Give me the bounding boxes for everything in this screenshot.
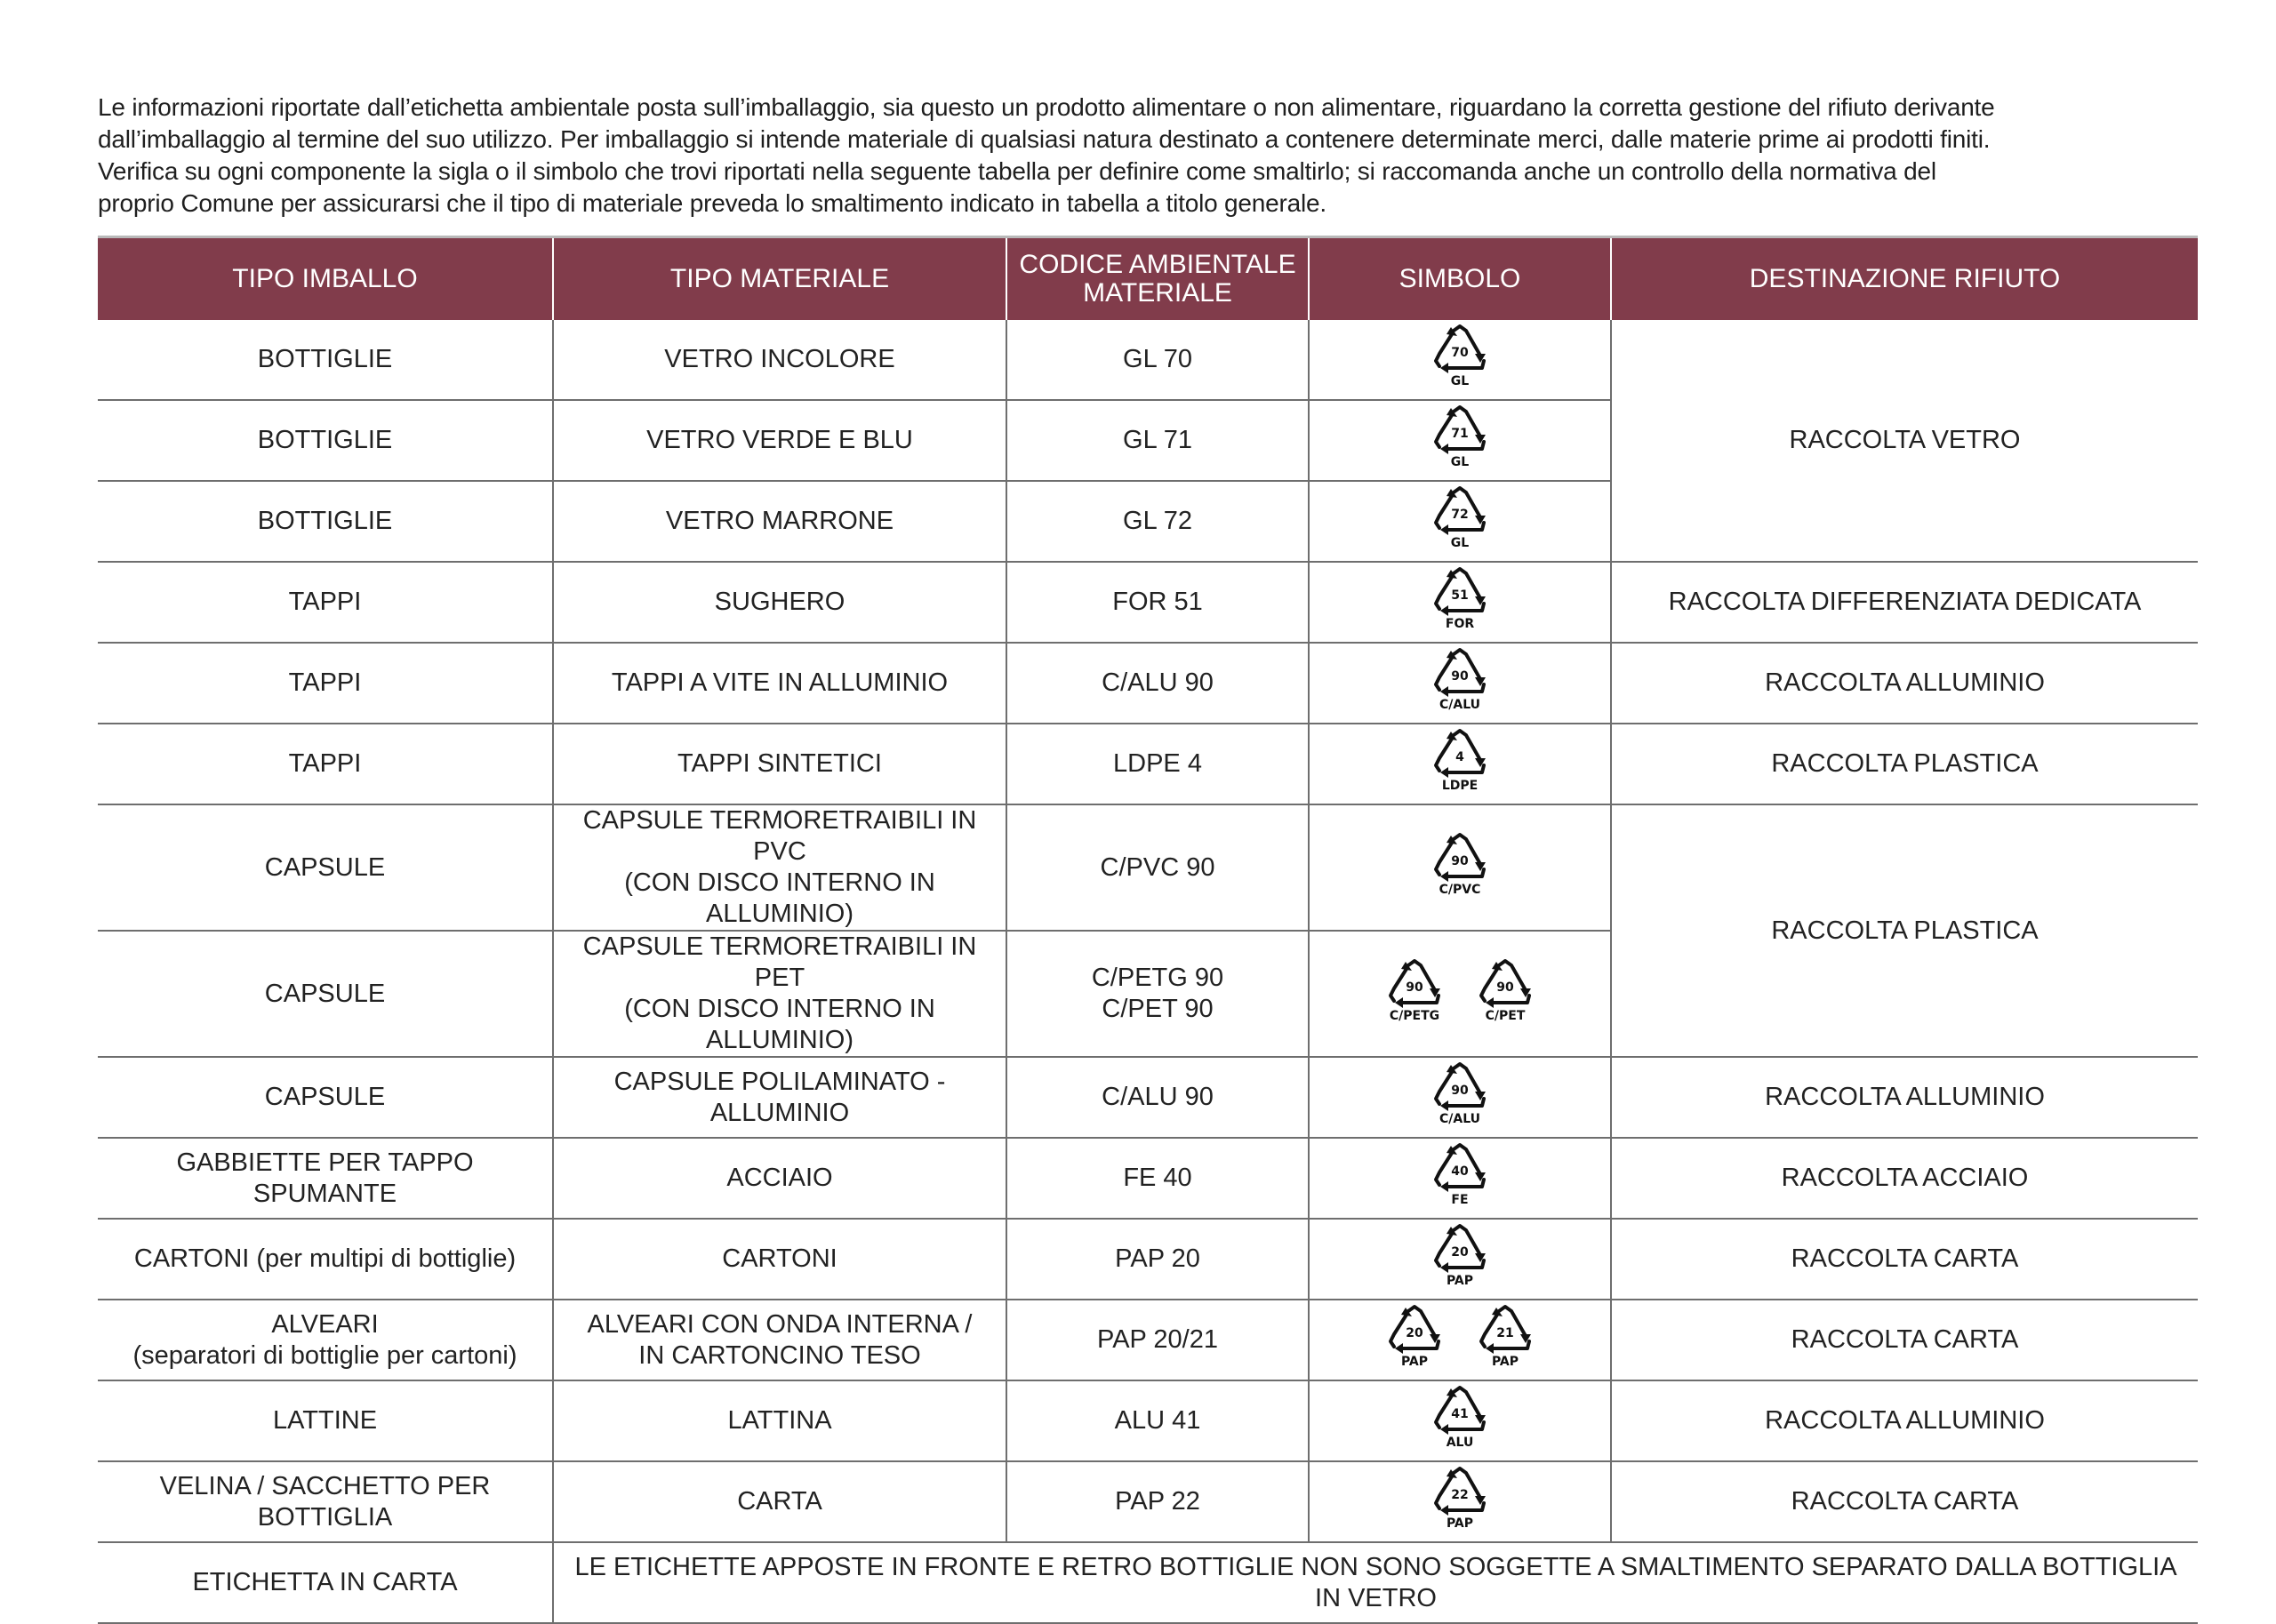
cell-tipo-imballo bbox=[98, 562, 553, 643]
cell-tipo-imballo bbox=[98, 1380, 553, 1461]
symbol-group bbox=[1431, 1466, 1489, 1530]
cell-text: CARTONI bbox=[722, 1244, 837, 1273]
cell-text: VETRO INCOLORE bbox=[664, 345, 895, 373]
recycling-triangle-icon bbox=[1431, 832, 1489, 896]
symbol-group bbox=[1385, 1304, 1535, 1368]
cell-tipo-imballo bbox=[98, 1300, 553, 1380]
cell-simbolo bbox=[1309, 1219, 1611, 1300]
cell-tipo-imballo bbox=[98, 643, 553, 724]
cell-text: GL 71 bbox=[1123, 426, 1192, 454]
intro-paragraph bbox=[98, 92, 2196, 220]
symbol-number: 90 bbox=[1451, 1084, 1469, 1098]
symbol-number: 71 bbox=[1451, 427, 1469, 441]
cell-text: ALVEARI CON ONDA INTERNA / bbox=[587, 1309, 973, 1339]
table-row bbox=[98, 1380, 2198, 1461]
cell-text: TAPPI bbox=[288, 588, 362, 616]
symbol-code: C/PETG bbox=[1389, 1008, 1440, 1022]
symbol-code: PAP bbox=[1446, 1274, 1474, 1287]
recycling-triangle-icon bbox=[1431, 1385, 1489, 1449]
symbol-code: PAP bbox=[1491, 1355, 1519, 1368]
cell-simbolo bbox=[1309, 643, 1611, 724]
cell-tipo-imballo bbox=[98, 1461, 553, 1542]
table-body bbox=[98, 320, 2198, 1623]
cell-destinazione: RACCOLTA ALLUMINIO bbox=[1611, 1380, 2198, 1461]
cell-tipo-imballo bbox=[98, 1138, 553, 1219]
cell-tipo-materiale bbox=[553, 1138, 1006, 1219]
recycling-triangle-icon bbox=[1476, 1304, 1535, 1368]
table-row bbox=[98, 1461, 2198, 1542]
cell-tipo-materiale bbox=[553, 643, 1006, 724]
cell-text: GABBIETTE PER TAPPO SPUMANTE bbox=[176, 1148, 474, 1208]
symbol-number: 72 bbox=[1451, 508, 1469, 522]
cell-destinazione: RACCOLTA ALLUMINIO bbox=[1611, 1057, 2198, 1138]
cell-codice bbox=[1006, 400, 1309, 481]
cell-codice bbox=[1006, 562, 1309, 643]
symbol-group bbox=[1431, 485, 1489, 549]
symbol-code: FE bbox=[1451, 1193, 1469, 1206]
cell-codice bbox=[1006, 724, 1309, 804]
cell-tipo-imballo bbox=[98, 724, 553, 804]
cell-text: C/ALU 90 bbox=[1102, 1083, 1214, 1111]
cell-tipo-materiale bbox=[553, 320, 1006, 400]
symbol-code: GL bbox=[1450, 455, 1470, 468]
cell-simbolo bbox=[1309, 804, 1611, 931]
cell-tipo-imballo bbox=[98, 1542, 553, 1623]
recycling-triangle-icon bbox=[1431, 404, 1489, 468]
cell-text: LATTINA bbox=[727, 1406, 832, 1435]
cell-text: C/PETG 90 bbox=[1091, 964, 1224, 992]
cell-text: ALU 41 bbox=[1114, 1406, 1201, 1435]
symbol-code: PAP bbox=[1400, 1355, 1429, 1368]
cell-codice bbox=[1006, 481, 1309, 562]
cell-text: BOTTIGLIE bbox=[257, 345, 393, 373]
cell-text: CAPSULE TERMORETRAIBILI IN PVC bbox=[582, 806, 977, 866]
cell-text: SUGHERO bbox=[714, 588, 845, 616]
table-header bbox=[98, 237, 2198, 321]
symbol-group bbox=[1431, 566, 1489, 630]
cell-text: ACCIAIO bbox=[726, 1164, 833, 1192]
recycling-triangle-icon bbox=[1431, 728, 1489, 792]
symbol-group bbox=[1431, 404, 1489, 468]
cell-text: PAP 20 bbox=[1115, 1244, 1200, 1273]
cell-tipo-materiale bbox=[553, 562, 1006, 643]
symbol-number: 90 bbox=[1451, 669, 1469, 684]
cell-text: LDPE 4 bbox=[1113, 749, 1202, 778]
cell-simbolo bbox=[1309, 1461, 1611, 1542]
cell-simbolo bbox=[1309, 724, 1611, 804]
cell-tipo-materiale bbox=[553, 1300, 1006, 1380]
cell-simbolo bbox=[1309, 562, 1611, 643]
intro-line: Le informazioni riportate dall’etichetta ambientale posta sull’imballaggio, sia questo un prodotto alimentare o non alimentare, riguardano la corretta gestione del rifiuto derivante bbox=[98, 93, 1995, 121]
header-tipo-materiale: TIPO MATERIALE bbox=[553, 237, 1006, 321]
recycling-triangle-icon bbox=[1431, 1061, 1489, 1125]
cell-text: ETICHETTA IN CARTA bbox=[192, 1568, 458, 1596]
cell-text: CARTONI (per multipi di bottiglie) bbox=[133, 1244, 517, 1273]
cell-text: ALVEARI bbox=[271, 1309, 379, 1339]
cell-text: PAP 20/21 bbox=[1097, 1325, 1218, 1354]
cell-destinazione: RACCOLTA DIFFERENZIATA DEDICATA bbox=[1611, 562, 2198, 643]
cell-tipo-materiale bbox=[553, 1461, 1006, 1542]
symbol-number: 41 bbox=[1451, 1407, 1469, 1421]
symbol-group bbox=[1431, 1142, 1489, 1206]
recycling-triangle-icon bbox=[1476, 958, 1535, 1022]
cell-text: C/PVC 90 bbox=[1100, 852, 1215, 882]
symbol-code: FOR bbox=[1445, 617, 1475, 630]
table-row bbox=[98, 724, 2198, 804]
cell-tipo-materiale bbox=[553, 1219, 1006, 1300]
recycling-triangle-icon bbox=[1431, 1223, 1489, 1287]
cell-tipo-materiale bbox=[553, 804, 1006, 931]
recycling-triangle-icon bbox=[1431, 1466, 1489, 1530]
table-row bbox=[98, 1542, 2198, 1623]
cell-simbolo bbox=[1309, 320, 1611, 400]
cell-simbolo bbox=[1309, 931, 1611, 1057]
table-row bbox=[98, 320, 2198, 400]
intro-line: Verifica su ogni componente la sigla o il simbolo che trovi riportati nella seguente tabella per definire come smaltirlo; si raccomanda anche un controllo della normativa del bbox=[98, 157, 1936, 185]
cell-tipo-materiale bbox=[553, 724, 1006, 804]
symbol-group bbox=[1431, 1385, 1489, 1449]
recycling-triangle-icon bbox=[1431, 566, 1489, 630]
table-row bbox=[98, 1219, 2198, 1300]
cell-text: (separatori di bottiglie per cartoni) bbox=[132, 1340, 517, 1370]
cell-text: BOTTIGLIE bbox=[257, 426, 393, 454]
cell-destinazione: RACCOLTA CARTA bbox=[1611, 1300, 2198, 1380]
symbol-group bbox=[1431, 1223, 1489, 1287]
cell-codice bbox=[1006, 931, 1309, 1057]
cell-text: VETRO MARRONE bbox=[665, 507, 894, 535]
symbol-code: C/ALU bbox=[1439, 1112, 1481, 1125]
cell-codice bbox=[1006, 320, 1309, 400]
intro-line: dall’imballaggio al termine del suo utilizzo. Per imballaggio si intende materiale di qualsiasi natura destinato a contenere determinate merci, dalle materie prime ai prodotti finiti. bbox=[98, 125, 1991, 153]
cell-destinazione: RACCOLTA PLASTICA bbox=[1611, 724, 2198, 804]
cell-tipo-materiale bbox=[553, 481, 1006, 562]
symbol-code: C/PET bbox=[1485, 1008, 1526, 1022]
cell-codice bbox=[1006, 1219, 1309, 1300]
symbol-group bbox=[1431, 647, 1489, 711]
cell-text: BOTTIGLIE bbox=[257, 507, 393, 535]
cell-tipo-imballo bbox=[98, 320, 553, 400]
cell-text: C/ALU 90 bbox=[1102, 668, 1214, 697]
cell-simbolo bbox=[1309, 400, 1611, 481]
symbol-number: 20 bbox=[1406, 1326, 1423, 1340]
recycling-triangle-icon bbox=[1385, 958, 1444, 1022]
cell-text: VELINA / SACCHETTO PER BOTTIGLIA bbox=[159, 1471, 491, 1532]
recycling-triangle-icon bbox=[1431, 647, 1489, 711]
cell-text: LATTINE bbox=[272, 1406, 378, 1435]
table-row bbox=[98, 1300, 2198, 1380]
cell-simbolo bbox=[1309, 1300, 1611, 1380]
symbol-code: ALU bbox=[1446, 1436, 1474, 1449]
cell-text: CAPSULE POLILAMINATO - ALLUMINIO bbox=[613, 1067, 946, 1127]
cell-simbolo bbox=[1309, 1057, 1611, 1138]
cell-text: TAPPI bbox=[288, 749, 362, 778]
cell-text: CAPSULE TERMORETRAIBILI IN PET bbox=[582, 932, 977, 992]
header-codice-line: CODICE AMBIENTALE bbox=[1019, 250, 1296, 279]
symbol-number: 20 bbox=[1451, 1245, 1469, 1260]
cell-text: C/PET 90 bbox=[1102, 995, 1214, 1023]
cell-text: CAPSULE bbox=[264, 852, 386, 882]
symbol-number: 51 bbox=[1451, 588, 1469, 603]
symbol-number: 70 bbox=[1451, 346, 1469, 360]
cell-tipo-imballo bbox=[98, 931, 553, 1057]
cell-tipo-materiale bbox=[553, 1380, 1006, 1461]
cell-simbolo bbox=[1309, 1380, 1611, 1461]
symbol-code: PAP bbox=[1446, 1516, 1474, 1530]
cell-codice bbox=[1006, 1300, 1309, 1380]
cell-destinazione: RACCOLTA PLASTICA bbox=[1611, 804, 2198, 1057]
cell-codice bbox=[1006, 1057, 1309, 1138]
cell-text: TAPPI A VITE IN ALLUMINIO bbox=[611, 668, 949, 697]
cell-tipo-imballo bbox=[98, 1219, 553, 1300]
cell-tipo-imballo bbox=[98, 481, 553, 562]
cell-codice bbox=[1006, 804, 1309, 931]
cell-text: PAP 22 bbox=[1115, 1487, 1200, 1516]
recycling-triangle-icon bbox=[1431, 485, 1489, 549]
cell-destinazione: RACCOLTA CARTA bbox=[1611, 1219, 2198, 1300]
recycling-triangle-icon bbox=[1431, 324, 1489, 388]
table-row bbox=[98, 1138, 2198, 1219]
symbol-code: LDPE bbox=[1441, 779, 1479, 792]
cell-text: FOR 51 bbox=[1112, 588, 1203, 616]
cell-destinazione: RACCOLTA ALLUMINIO bbox=[1611, 643, 2198, 724]
cell-text: FE 40 bbox=[1123, 1164, 1192, 1192]
symbol-code: GL bbox=[1450, 536, 1470, 549]
cell-text: CARTA bbox=[737, 1487, 822, 1516]
symbol-group bbox=[1385, 958, 1535, 1022]
symbol-number: 90 bbox=[1496, 980, 1514, 995]
symbol-group bbox=[1431, 324, 1489, 388]
cell-codice bbox=[1006, 1461, 1309, 1542]
table-row bbox=[98, 804, 2198, 931]
cell-etichetta-note: LE ETICHETTE APPOSTE IN FRONTE E RETRO BOTTIGLIE NON SONO SOGGETTE A SMALTIMENTO SEPARATO DALLA BOTTIGLIA IN VETRO bbox=[553, 1542, 2198, 1623]
symbol-code: C/PVC bbox=[1439, 882, 1481, 896]
cell-text: VETRO VERDE E BLU bbox=[646, 426, 913, 454]
cell-tipo-materiale bbox=[553, 931, 1006, 1057]
symbol-number: 21 bbox=[1496, 1326, 1514, 1340]
header-destinazione-rifiuto: DESTINAZIONE RIFIUTO bbox=[1611, 237, 2198, 321]
cell-text: GL 70 bbox=[1123, 345, 1192, 373]
recycling-triangle-icon bbox=[1431, 1142, 1489, 1206]
cell-text: IN CARTONCINO TESO bbox=[638, 1340, 921, 1370]
cell-text: (CON DISCO INTERNO IN ALLUMINIO) bbox=[624, 995, 935, 1054]
cell-simbolo bbox=[1309, 481, 1611, 562]
symbol-group bbox=[1431, 728, 1489, 792]
cell-text: CAPSULE bbox=[264, 979, 386, 1008]
header-simbolo: SIMBOLO bbox=[1309, 237, 1611, 321]
cell-codice bbox=[1006, 1380, 1309, 1461]
table-row bbox=[98, 643, 2198, 724]
cell-simbolo bbox=[1309, 1138, 1611, 1219]
cell-destinazione: RACCOLTA VETRO bbox=[1611, 320, 2198, 562]
cell-destinazione: RACCOLTA ACCIAIO bbox=[1611, 1138, 2198, 1219]
symbol-code: GL bbox=[1450, 374, 1470, 388]
cell-codice bbox=[1006, 643, 1309, 724]
cell-text: TAPPI SINTETICI bbox=[677, 749, 882, 778]
symbol-group bbox=[1431, 1061, 1489, 1125]
symbol-number: 90 bbox=[1451, 853, 1469, 868]
symbol-number: 40 bbox=[1451, 1164, 1469, 1179]
cell-text: CAPSULE bbox=[264, 1083, 386, 1111]
cell-text: (CON DISCO INTERNO IN ALLUMINIO) bbox=[624, 868, 935, 928]
symbol-number: 90 bbox=[1406, 980, 1423, 995]
symbol-number: 22 bbox=[1451, 1488, 1469, 1502]
cell-tipo-imballo bbox=[98, 1057, 553, 1138]
header-codice-line: MATERIALE bbox=[1083, 278, 1232, 308]
cell-tipo-imballo bbox=[98, 804, 553, 931]
cell-destinazione: RACCOLTA CARTA bbox=[1611, 1461, 2198, 1542]
cell-tipo-materiale bbox=[553, 1057, 1006, 1138]
intro-line: proprio Comune per assicurarsi che il tipo di materiale preveda lo smaltimento indicato in tabella a titolo generale. bbox=[98, 189, 1327, 217]
cell-tipo-materiale bbox=[553, 400, 1006, 481]
table-row bbox=[98, 562, 2198, 643]
header-tipo-imballo: TIPO IMBALLO bbox=[98, 237, 553, 321]
recycling-triangle-icon bbox=[1385, 1304, 1444, 1368]
symbol-code: C/ALU bbox=[1439, 698, 1481, 711]
cell-text: GL 72 bbox=[1123, 507, 1192, 535]
environmental-label-table bbox=[98, 236, 2198, 1624]
cell-tipo-imballo bbox=[98, 400, 553, 481]
cell-text: TAPPI bbox=[288, 668, 362, 697]
symbol-number: 4 bbox=[1455, 750, 1464, 764]
header-codice-ambientale bbox=[1006, 237, 1309, 321]
cell-codice bbox=[1006, 1138, 1309, 1219]
table-row bbox=[98, 1057, 2198, 1138]
symbol-group bbox=[1431, 832, 1489, 896]
